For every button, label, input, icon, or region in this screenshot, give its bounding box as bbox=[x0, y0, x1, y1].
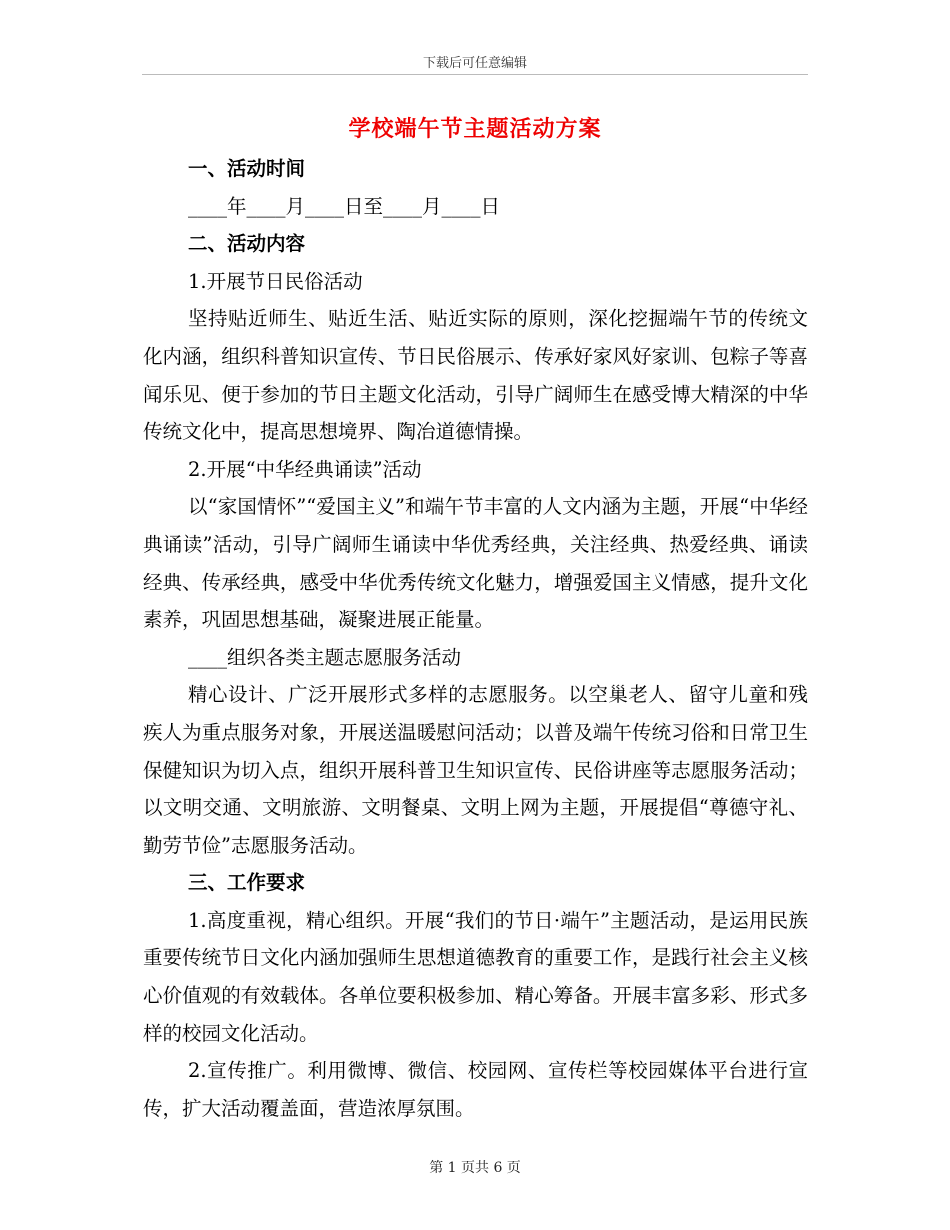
paragraph-folk-activities: 坚持贴近师生、贴近生活、贴近实际的原则，深化挖掘端午节的传统文化内涵，组织科普知识宣传、节日民俗展示、传承好家风好家训、包粽子等喜闻乐见、便于参加的节日主题文化活动，引导广阔师生在感受博大精深的中华传统文化中，提高思想境界、陶冶道德情操。 bbox=[143, 307, 808, 444]
subheading-volunteer-service: ____组织各类主题志愿服务活动 bbox=[188, 645, 462, 669]
section-heading-schedule: 一、活动时间 bbox=[188, 157, 306, 180]
section-heading-content: 二、活动内容 bbox=[188, 232, 306, 256]
paragraph-volunteer-service: 精心设计、广泛开展形式多样的志愿服务。以空巢老人、留守儿童和残疾人为重点服务对象，开展送温暖慰问活动；以普及端午传统习俗和日常卫生保健知识为切入点，组织开展科普卫生知识宣传、民俗讲座等志愿服务活动；以文明交通、文明旅游、文明餐桌、文明上网为主题，开展提倡“尊德守礼、勤劳节俭”志愿服务活动。 bbox=[143, 683, 808, 857]
paragraph-requirement-2: 2.宣传推广。利用微博、微信、校园网、宣传栏等校园媒体平台进行宣传，扩大活动覆盖面，营造浓厚氛围。 bbox=[143, 1059, 808, 1120]
subheading-folk-activities: 1.开展节日民俗活动 bbox=[188, 269, 363, 293]
document-body bbox=[143, 150, 808, 1127]
paragraph-requirement-1: 1.高度重视，精心组织。开展“我们的节日·端午”主题活动，是运用民族重要传统节日文化内涵加强师生思想道德教育的重要工作，是践行社会主义核心价值观的有效载体。各单位要积极参加、精心筹备。开展丰富多彩、形式多样的校园文化活动。 bbox=[143, 908, 808, 1045]
subheading-classic-reading: 2.开展“中华经典诵读”活动 bbox=[188, 457, 422, 481]
page-header: 下载后可任意编辑 bbox=[422, 56, 527, 71]
document-title: 学校端午节主题活动方案 bbox=[348, 116, 602, 142]
page-footer: 第 1 页共 6 页 bbox=[429, 1160, 521, 1176]
paragraph-classic-reading: 以“家国情怀”“爱国主义”和端午节丰富的人文内涵为主题，开展“中华经典诵读”活动，引导广阔师生诵读中华优秀经典，关注经典、热爱经典、诵读经典、传承经典，感受中华优秀传统文化魅力，增强爱国主义情感，提升文化素养，巩固思想基础，凝聚进展正能量。 bbox=[143, 495, 808, 632]
header-divider bbox=[142, 74, 808, 75]
section-heading-requirements: 三、工作要求 bbox=[188, 871, 306, 895]
schedule-dates: ____年____月____日至____月____日 bbox=[188, 194, 501, 218]
